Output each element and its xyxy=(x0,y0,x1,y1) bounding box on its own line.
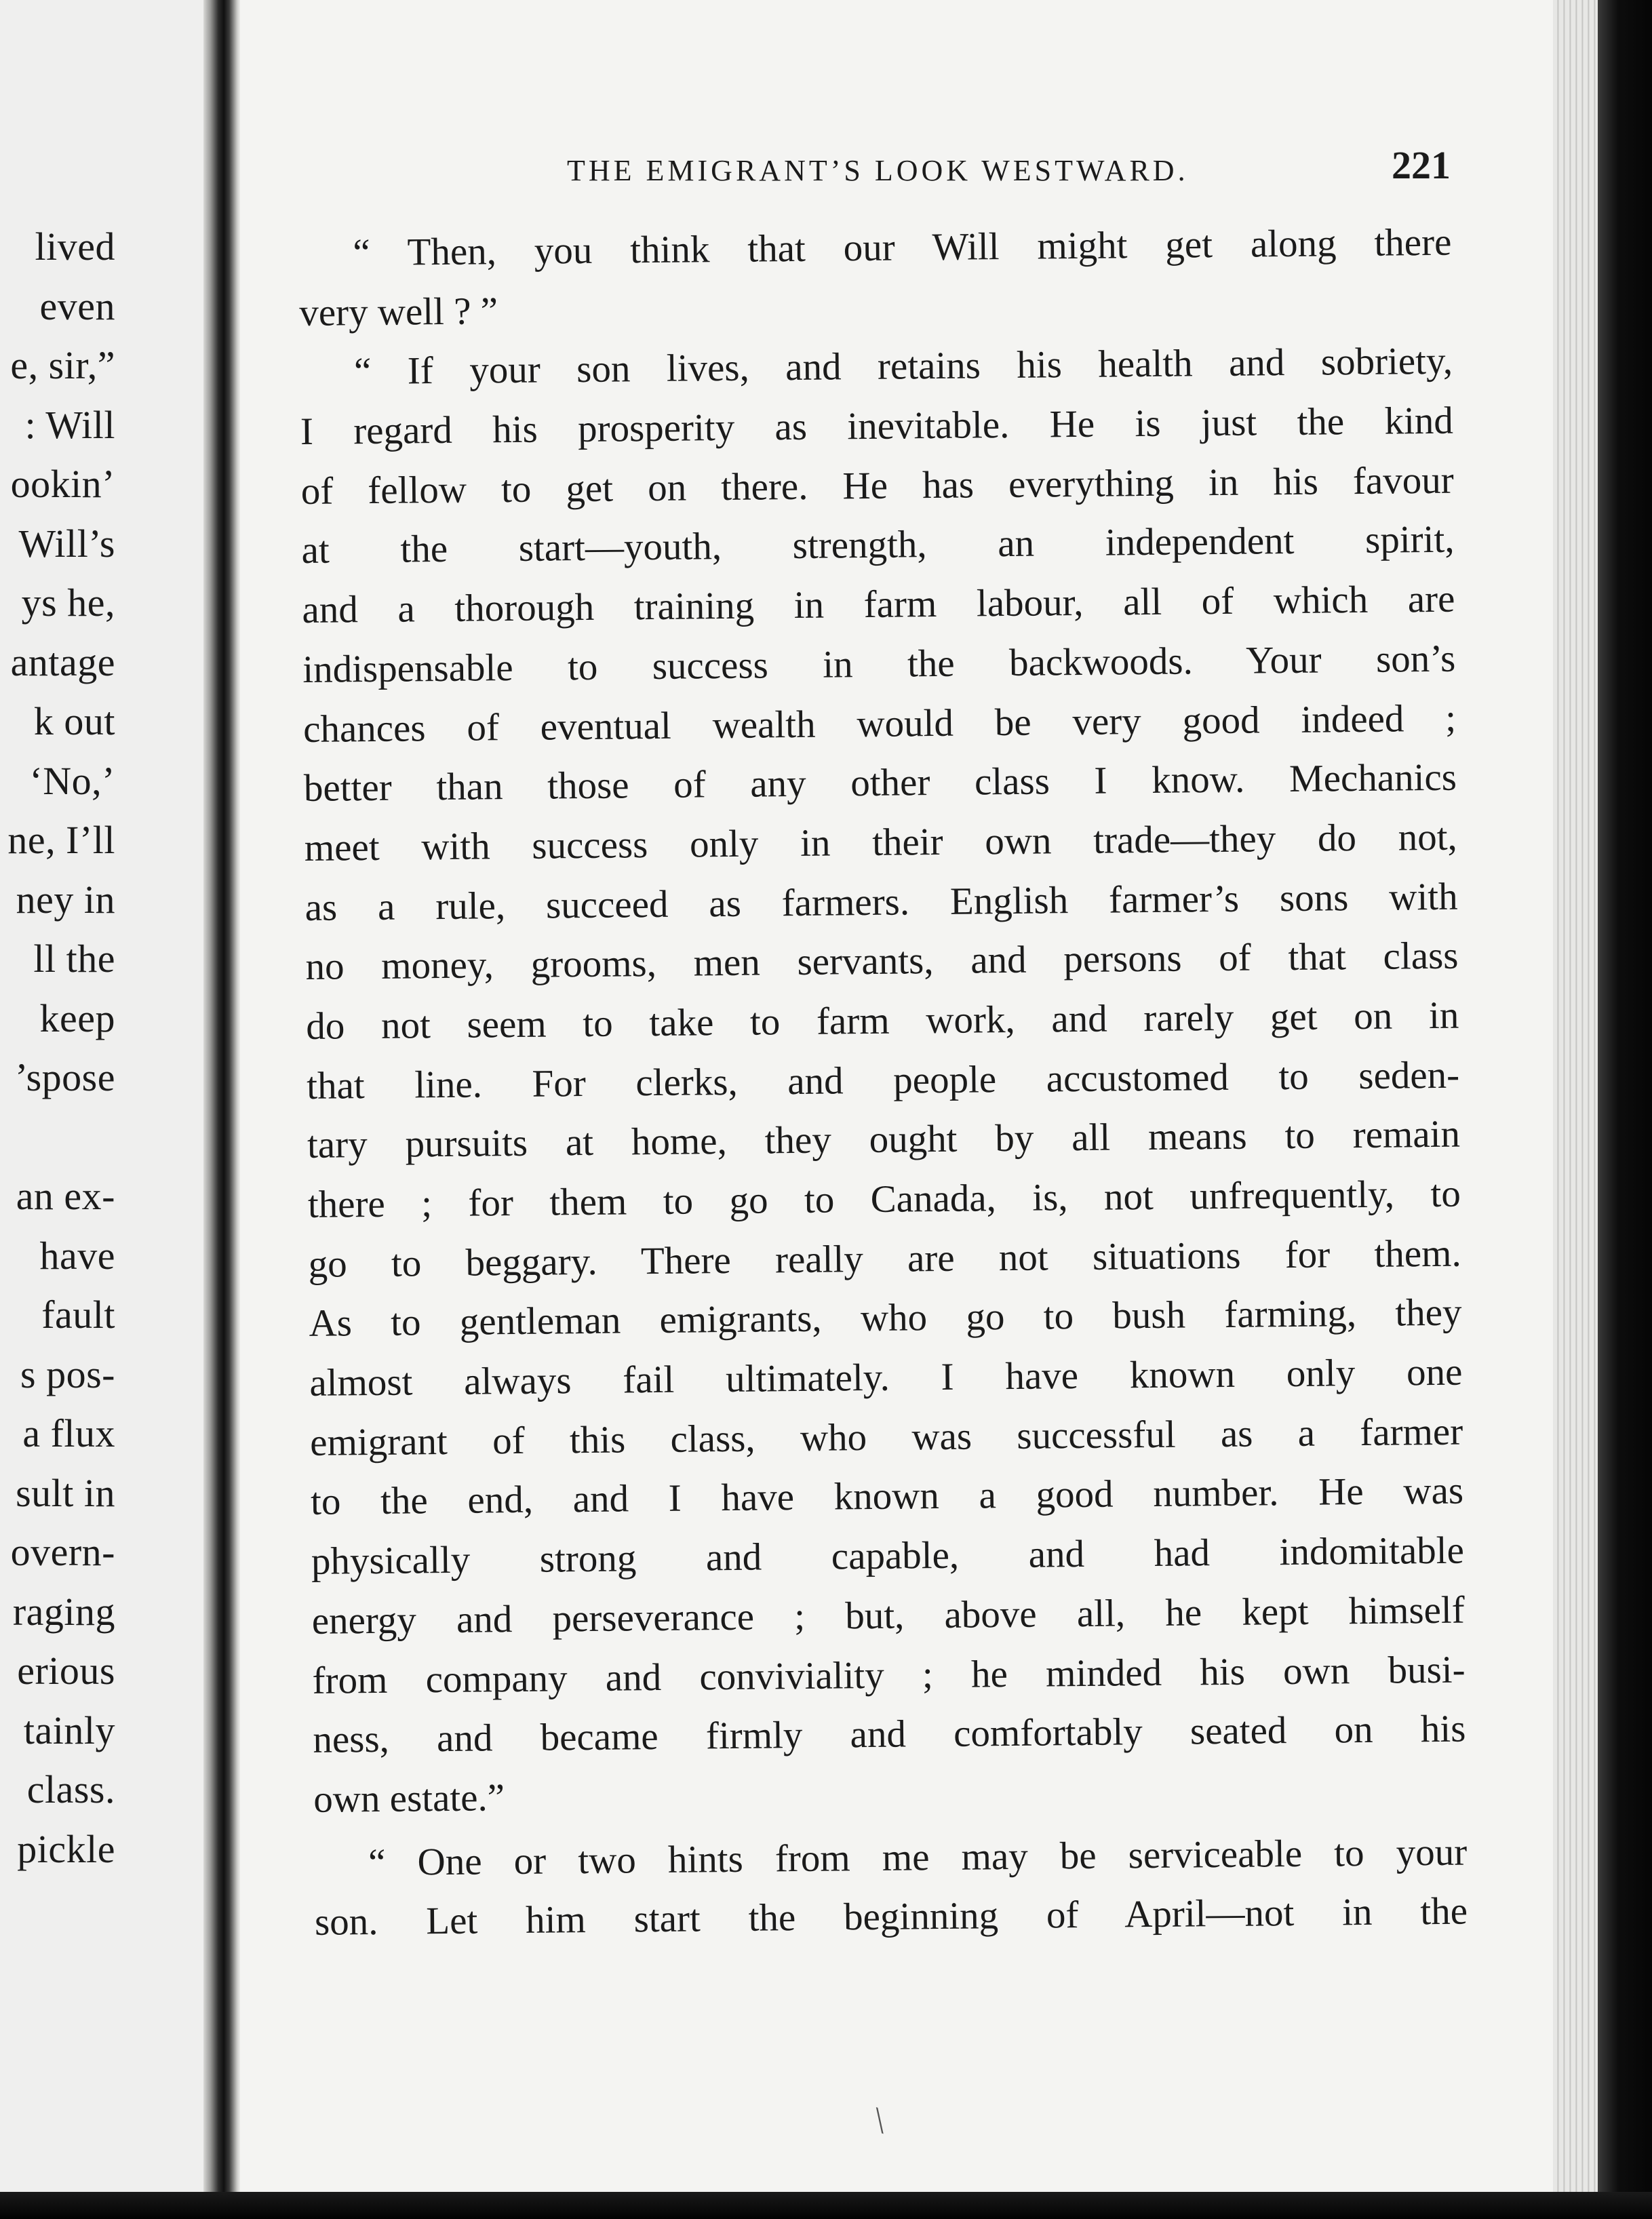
left-line: lived xyxy=(35,224,115,269)
left-line: ys he, xyxy=(21,581,115,625)
text-line: to the end, and I have known a good number. He was xyxy=(310,1470,1464,1524)
left-line: ookin’ xyxy=(10,462,115,506)
left-line: erious xyxy=(17,1649,115,1693)
text-line: energy and perseverance ; but, above all, he kept himself xyxy=(311,1588,1466,1643)
left-line: sult in xyxy=(16,1470,115,1515)
left-line: ‘No,’ xyxy=(29,758,115,803)
page-number: 221 xyxy=(1392,143,1451,187)
text-line: indispensable to success in the backwoods. Your son’s xyxy=(302,637,1456,691)
left-line: tainly xyxy=(23,1708,115,1752)
text-line: physically strong and capable, and had indomitable xyxy=(311,1529,1465,1584)
running-head: THE EMIGRANT’S LOOK WESTWARD. xyxy=(567,154,1189,187)
left-line: ll the xyxy=(33,937,115,981)
text-line: do not seem to take to farm work, and rarely get on in xyxy=(306,994,1459,1048)
text-line: son. Let him start the beginning of April—not in the xyxy=(314,1889,1468,1944)
left-line: k out xyxy=(33,699,115,743)
left-line: a flux xyxy=(22,1411,115,1455)
text-line: and a thorough training in farm labour, all of which are xyxy=(302,577,1455,632)
text-line: almost always fail ultimately. I have known only one xyxy=(309,1350,1463,1405)
body-text xyxy=(298,213,1468,1952)
text-line: of fellow to get on there. He has everything in his favour xyxy=(300,458,1455,513)
text-line: ness, and became firmly and comfortably seated on his xyxy=(313,1707,1466,1762)
left-line: raging xyxy=(12,1589,115,1634)
text-line: As to gentleman emigrants, who go to bush farming, they xyxy=(309,1291,1462,1346)
left-line: overn- xyxy=(10,1530,115,1574)
left-line: even xyxy=(39,283,115,328)
text-line: there ; for them to go to Canada, is, not unfrequently, to xyxy=(307,1172,1461,1226)
left-line: an ex- xyxy=(16,1174,115,1218)
page-edges xyxy=(1553,0,1598,2192)
left-line: ney in xyxy=(16,877,115,922)
left-line: ne, I’ll xyxy=(7,818,115,862)
left-line: s pos- xyxy=(20,1352,115,1396)
left-line: e, sir,” xyxy=(10,343,115,387)
left-line: Will’s xyxy=(18,521,115,566)
text-line: better than those of any other class I know. Mechanics xyxy=(303,755,1457,810)
text-line: “ Then, you think that our Will might get along there xyxy=(353,220,1452,275)
stray-ink-mark: ╲ xyxy=(871,2108,889,2134)
text-line: own estate.” xyxy=(313,1776,505,1821)
text-line: emigrant of this class, who was successful as a farmer xyxy=(309,1410,1463,1464)
left-line: : Will xyxy=(24,402,115,447)
scan-border-right xyxy=(1598,0,1652,2219)
left-page-text xyxy=(0,217,115,1879)
text-line: from company and conviviality ; he minded his own busi- xyxy=(312,1648,1466,1702)
left-page xyxy=(0,0,203,2192)
text-line: at the start—youth, strength, an independent spirit, xyxy=(301,518,1455,572)
text-line: go to beggary. There really are not situations for them. xyxy=(308,1232,1461,1286)
left-line: have xyxy=(39,1233,115,1278)
text-line: meet with success only in their own trade—they do not, xyxy=(304,815,1458,869)
left-line: keep xyxy=(39,996,115,1040)
text-line: tary pursuits at home, they ought by all means to remain xyxy=(307,1112,1461,1167)
text-line: as a rule, succeed as farmers. English farmer’s sons with xyxy=(304,875,1458,929)
text-line: chances of eventual wealth would be very good indeed ; xyxy=(302,696,1457,751)
left-line: class. xyxy=(26,1767,115,1811)
left-line: pickle xyxy=(17,1826,115,1871)
left-line: antage xyxy=(10,640,115,684)
book-gutter xyxy=(203,0,240,2192)
left-line-gap xyxy=(0,1107,115,1167)
scan-border-bottom xyxy=(0,2192,1652,2219)
text-line: “ If your son lives, and retains his health and sobriety, xyxy=(353,340,1453,393)
text-line: that line. For clerks, and people accustomed to seden- xyxy=(306,1053,1460,1107)
left-line: ’spose xyxy=(15,1055,115,1099)
text-line: “ One or two hints from me may be serviceable to your xyxy=(368,1830,1468,1884)
text-line: no money, grooms, men servants, and persons of that class xyxy=(305,934,1459,989)
text-line: very well ? ” xyxy=(298,289,498,334)
left-line: fault xyxy=(41,1293,115,1337)
text-line: I regard his prosperity as inevitable. He is just the kind xyxy=(300,399,1454,454)
